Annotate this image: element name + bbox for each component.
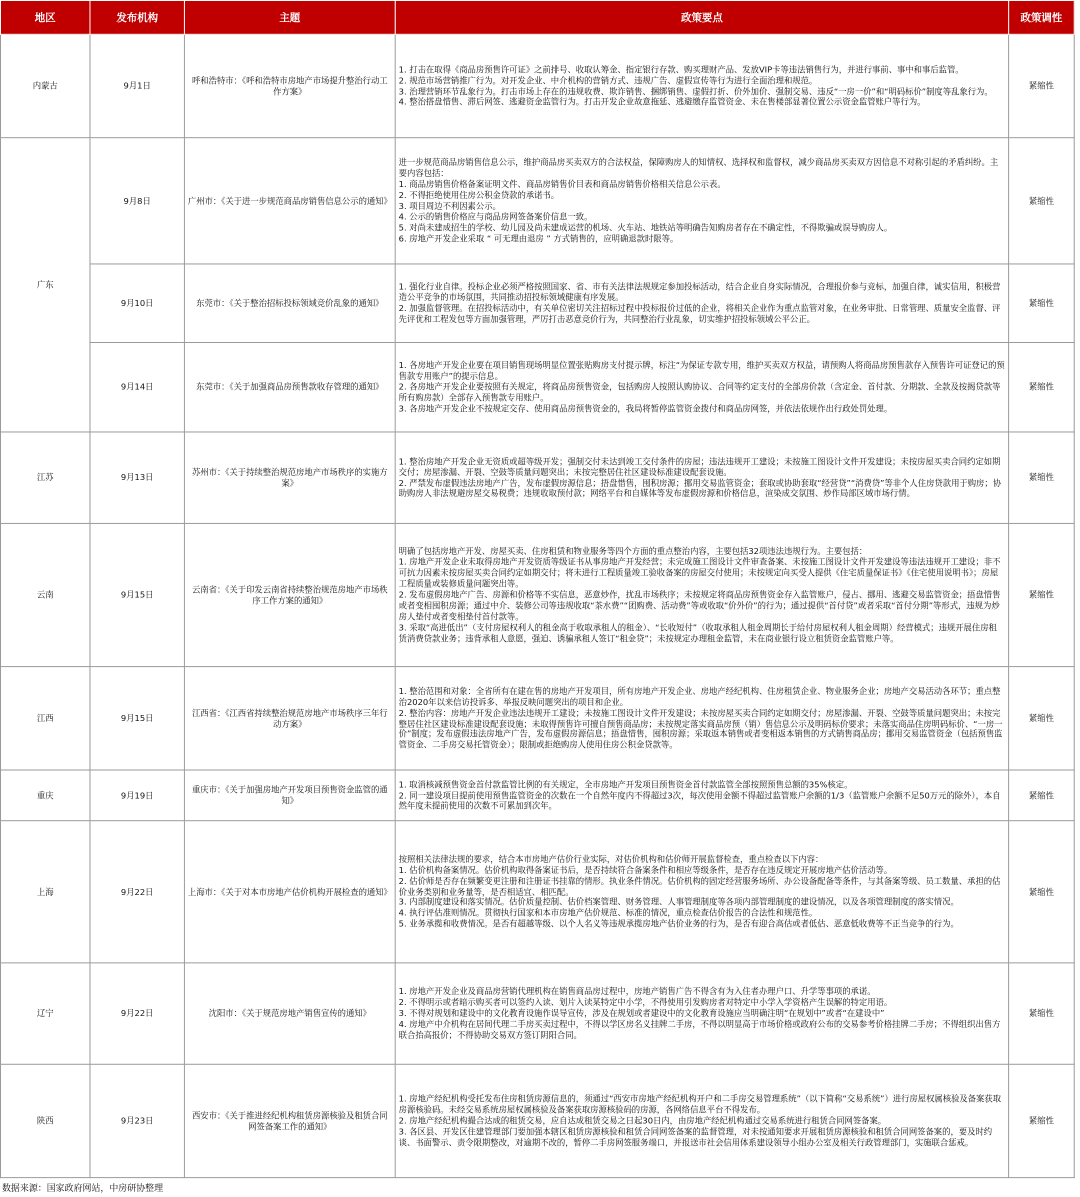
policy-point: 1. 取消核减预售资金首付款监管比例的有关规定，全市房地产开发项目预售资金首付款监管全部按照预售总额的35%核定。 <box>398 779 853 789</box>
policy-point: 5. 对尚未建成招生的学校、幼儿园及尚未建成运营的机场、火车站、地铁站等明确告知购房者存在不确定性，不得欺骗或误导购房人。 <box>398 222 893 233</box>
header-issuer: 发布机构 <box>90 0 184 34</box>
policy-point: 3. 治理营销环节乱象行为。打击市场上存在的违规收费、欺诈销售、捆绑销售、虚假打折、价外加价、强制交易、违反“一房一价”和“明码标价”制度等乱象行为。 <box>398 85 993 96</box>
policy-point: 1. 估价机构备案情况。估价机构取得备案证书后，是否持续符合备案条件和相应等级条件，是否存在违反规定开展房地产估价活动等。 <box>398 864 893 875</box>
policy-point: 2. 不得明示或者暗示购买者可以签约入读、划片入读某特定中小学，不得使用引发购房者对特定中小学入学资格产生误解的特定用语。 <box>398 997 893 1008</box>
key-points-cell <box>395 523 1008 666</box>
policy-point: 1. 房地产经纪机构受托发布住房租赁房源信息的，须通过“西安市房地产经纪机构开户和二手房交易管理系统”（以下简称“交易系统”）进行房屋权属核验及备案获取房源核验码。未经交易系统房屋权属核验及备案获取房源核验码的房源，各网络信息平台不得发布。 <box>398 1093 1002 1115</box>
policy-point: 2. 不得拒绝使用住房公积金贷款的承诺书。 <box>398 189 560 200</box>
policy-point: 1. 整治房地产开发企业无资质或超等级开发；强制交付未达到竣工交付条件的房屋；违法违规开工建设；未按施工图设计文件开发建设；未按房屋买卖合同约定如期交付；房屋渗漏、开裂、空鼓等质量问题突出；未按完整居住社区建设标准建设配套设施。 <box>398 455 1001 477</box>
region-cell: 重庆 <box>0 770 89 821</box>
table-header-row <box>0 0 1074 34</box>
date-cell: 9月8日 <box>90 138 184 264</box>
policy-point: 进一步规范商品房销售信息公示，维护商品房买卖双方的合法权益，保障购房人的知情权、选择权和监督权，减少商品房买卖双方因信息不对称引起的矛盾纠纷。主要内容包括： <box>398 157 999 179</box>
date-cell: 9月22日 <box>90 821 184 963</box>
table-row <box>0 770 1074 821</box>
tone-cell: 紧缩性 <box>1009 963 1075 1064</box>
tone-cell: 紧缩性 <box>1009 667 1075 770</box>
policy-point: 2. 发布虚假房地产广告、房源和价格等不实信息，恶意炒作，扰乱市场秩序；未按规定将商品房预售资金存入监管账户，侵占、挪用、逃避交易监管资金；捂盘惜售或者变相囤积房源；通过中介、装修公司等违规收取“茶水费”“团购费、活动费”等或收取“价外价”的行为；通过提供“首付贷”或者采取“首付分期”等形式，违规为炒房人垫付或者变相垫付首付款等。 <box>398 589 1001 622</box>
theme-cell: 东莞市：《关于加强商品房预售款收存管理的通知》 <box>184 342 395 431</box>
region-cell: 陕西 <box>0 1064 89 1177</box>
tone-cell: 紧缩性 <box>1009 523 1075 666</box>
tone-cell: 紧缩性 <box>1009 342 1075 431</box>
theme-cell: 苏州市：《关于持续整治规范房地产市场秩序的实施方案》 <box>184 432 395 523</box>
date-cell: 9月1日 <box>90 34 184 137</box>
header-region: 地区 <box>0 0 89 34</box>
theme-cell: 重庆市：《关于加强房地产开发项目预售资金监管的通知》 <box>184 770 395 821</box>
date-cell: 9月19日 <box>90 770 184 821</box>
date-cell: 9月23日 <box>90 1064 184 1177</box>
key-points-cell <box>395 1064 1008 1177</box>
policy-point: 1. 商品房销售价格备案证明文件、商品房销售价目表和商品房销售价格相关信息公示表。 <box>398 179 726 190</box>
region-cell: 云南 <box>0 523 89 666</box>
key-points-cell <box>395 963 1008 1064</box>
table-row <box>0 821 1074 963</box>
date-cell: 9月13日 <box>90 432 184 523</box>
policy-point: 明确了包括房地产开发、房屋买卖、住房租赁和物业服务等四个方面的重点整治内容，主要包括32项违法违规行为。主要包括： <box>398 546 868 557</box>
policy-point: 2. 加强监督管理。在招投标活动中，有关单位密切关注招标过程中投标报价过低的企业，将相关企业作为重点监管对象，在业务审批、日常管理、质量安全监督、评先评优和工程发包等方面加强管理，严厉打击恶意竞价行为，共同整治行业乱象，切实维护招投标领域公平公正。 <box>398 303 1001 325</box>
theme-cell: 呼和浩特市：《呼和浩特市房地产市场提升整治行动工作方案》 <box>184 34 395 137</box>
theme-cell: 西安市：《关于推进经纪机构租赁房源核验及租赁合同网签备案工作的通知》 <box>184 1064 395 1177</box>
policy-point: 2. 房地产经纪机构撮合达成的租赁交易，应自达成租赁交易之日起30日内，由房地产经纪机构通过交易系统进行租赁合同网签备案。 <box>398 1115 887 1126</box>
policy-point: 4. 执行评估准则情况。贯彻执行国家和本市房地产估价规范、标准的情况，重点检查估价报告的合法性和规范性。 <box>398 908 818 919</box>
table-row <box>0 342 1074 431</box>
policy-point: 6. 房地产开发企业采取 “ 可无理由退房 ” 方式销售的，应明确退款时限等。 <box>398 233 679 244</box>
tone-cell: 紧缩性 <box>1009 432 1075 523</box>
policy-point: 2. 整治内容：房地产开发企业违法违规开工建设；未按施工图设计文件开发建设；未按房屋买卖合同约定如期交付；房屋渗漏、开裂、空鼓等质量问题突出；未按完整居住社区建设标准建设配套设施；未取得预售许可擅自预售商品房；未按规定落实商品房预（销）售信息公示及明码标价要求；未落实商品住房明码标价、“一房一价”制度；发布虚假违法房地产广告，发布虚假房源信息；捂盘惜售，囤积房源；采取返本销售或者变相返本销售的方式销售商品房；挪用交易监管资金（包括预售监管资金、二手房交易托管资金）；限制或拒绝购房人使用住房公积金贷款等。 <box>398 707 1003 750</box>
region-cell: 辽宁 <box>0 963 89 1064</box>
theme-cell: 江西省：《江西省持续整治规范房地产市场秩序三年行动方案》 <box>184 667 395 770</box>
header-key-points: 政策要点 <box>395 0 1008 34</box>
policy-point: 1. 强化行业自律。投标企业必须严格按照国家、省、市有关法律法规规定参加投标活动，结合企业自身实际情况，合理报价参与竞标，加强自律，诚实信用，积极营造公平竞争的市场氛围，共同推动招投标领域健康有序发展。 <box>398 281 1001 303</box>
policy-point: 2. 严禁发布虚假违法房地产广告，发布虚假房源信息；捂盘惜售，囤积房源；挪用交易监管资金；套取或协助套取“经营贷”“消费贷”等非个人住房贷款用于购房；协助购房人非法规避房屋交易税费；违规收取预付款；网络平台和自媒体等发布虚假房源和价格信息，渲染成交氛围、炒作局部区域市场行情。 <box>398 477 1002 499</box>
policy-point: 1. 房地产开发企业及商品房营销代理机构在销售商品房过程中，房地产销售广告不得含有为入住者办理户口、升学等事项的承诺。 <box>398 986 876 997</box>
policy-point: 2. 估价师是否存在频繁变更注册和注册证书挂靠的情形。执业条件情况。估价机构的固定经营服务场所、办公设备配备等条件，与其备案等级、员工数量、承担的估价业务类别和业务量等，是否相适宜、相匹配。 <box>398 875 1001 897</box>
policy-point: 3. 采取“高进低出”（支付房屋权利人的租金高于收取承租人的租金）、“长收短付”（收取承租人租金周期长于给付房屋权利人租金周期）经营模式；违规开展住房租赁消费贷款业务；违背承租人意愿，强迫、诱骗承租人签订“租金贷”；未按规定办理租金监管，未在商业银行设立租赁资金监管账户等。 <box>398 622 997 643</box>
policy-point: 按照相关法律法规的要求，结合本市房地产估价行业实际，对估价机构和估价师开展监督检查，重点检查以下内容： <box>398 853 824 864</box>
key-points-cell <box>395 138 1008 264</box>
table-row <box>0 432 1074 523</box>
key-points-cell <box>395 432 1008 523</box>
tone-cell: 紧缩性 <box>1009 770 1075 821</box>
theme-cell: 东莞市：《关于整治招标投标领域竞价乱象的通知》 <box>184 264 395 343</box>
table-row <box>0 667 1074 770</box>
key-points-cell <box>395 667 1008 770</box>
date-cell: 9月14日 <box>90 342 184 431</box>
date-cell: 9月10日 <box>90 264 184 343</box>
region-cell: 广东 <box>0 138 89 432</box>
table-row <box>0 138 1074 264</box>
header-theme: 主题 <box>184 0 395 34</box>
theme-cell: 云南省：《关于印发云南省持续整治规范房地产市场秩序工作方案的通知》 <box>184 523 395 666</box>
tone-cell: 紧缩性 <box>1009 138 1075 264</box>
region-cell: 上海 <box>0 821 89 963</box>
policy-point: 4. 公示的销售价格应与商品房网签备案价信息一致。 <box>398 211 593 222</box>
policy-point: 3. 各房地产开发企业不按规定交存、使用商品房预售资金的，我局将暂停监管资金拨付和商品房网签，并依法依规作出行政处罚处理。 <box>398 403 893 414</box>
key-points-cell <box>395 342 1008 431</box>
key-points-cell <box>395 264 1008 343</box>
policy-point: 3. 项目周边不利因素公示。 <box>398 200 501 211</box>
policy-point: 2. 各房地产开发企业要按照有关规定，将商品房预售资金，包括购房人按照认购协议、合同等约定支付的全部房价款（含定金、首付款、分期款、全款及按揭贷款等所有购房款）全部存入预售款专用账户。 <box>398 381 1001 403</box>
tone-cell: 紧缩性 <box>1009 821 1075 963</box>
policy-point: 2. 规范市场营销推广行为。对开发企业、中介机构的营销方式、违规广告、虚假宣传等行为进行全面治理和规范。 <box>398 75 818 86</box>
tone-cell: 紧缩性 <box>1009 264 1075 343</box>
policy-point: 1. 整治范围和对象：全省所有在建在售的房地产开发项目，所有房地产开发企业、房地产经纪机构、住房租赁企业、物业服务企业；房地产交易活动各环节；重点整治2020年以来信访投诉多、举报反映问题突出的项目和企业。 <box>398 685 1001 707</box>
table-row <box>0 523 1074 666</box>
policy-point: 1. 各房地产开发企业要在项目销售现场明显位置张贴购房支付提示牌，标注“为保证专款专用，维护买卖双方权益，请预购人将商品房预售款存入预售许可证登记的预售款专用账户”的提示信息。 <box>398 360 1005 381</box>
region-cell: 江苏 <box>0 432 89 523</box>
policy-point: 2. 同一建设项目提前使用预售监管资金的次数在一个自然年度内不得超过3次，每次使用金额不得超过监管账户余额的1/3（监管账户余额不足50万元的除外），本自然年度未提前使用的次数不可累加到次年。 <box>398 789 1001 811</box>
policy-point: 1. 打击在取得《商品房预售许可证》之前排号、收取认筹金、指定银行存款、购买理财产品、发放VIP卡等违法销售行为，并进行事前、事中和事后监管。 <box>398 64 964 75</box>
table-row <box>0 34 1074 137</box>
policy-point: 4. 房地产中介机构在居间代理二手房买卖过程中，不得以学区房名义挂牌二手房，不得以明显高于市场价格或政府公布的交易参考价格挂牌二手房；不得组织出售方联合抬高报价；不得协助交易双方签订阴阳合同。 <box>398 1018 1001 1040</box>
date-cell: 9月15日 <box>90 667 184 770</box>
policy-point: 3. 不得对规划和建设中的文化教育设施作误导宣传，涉及在规划或者建设中的文化教育设施应当明确注明“在规划中”或者“在建设中” <box>398 1008 885 1019</box>
key-points-cell <box>395 34 1008 137</box>
theme-cell: 上海市：《关于对本市房地产估价机构开展检查的通知》 <box>184 821 395 963</box>
tone-cell: 紧缩性 <box>1009 1064 1075 1177</box>
table-row <box>0 963 1074 1064</box>
date-cell: 9月22日 <box>90 963 184 1064</box>
tone-cell: 紧缩性 <box>1009 34 1075 137</box>
source-note: 数据来源：国家政府网站，中房研协整理 <box>1 1184 164 1195</box>
policy-point: 4. 整治搭盘惜售、滞后网签、逃避资金监管行为。打击开发企业故意拖延、逃避缴存监管资金、未在售楼部显著位置公示资金监管账户等行为。 <box>398 96 926 107</box>
policy-point: 3. 各区县、开发区住建管理部门要加强本辖区租赁房源核验和租赁合同网签备案的监督管理，对未按通知要求开展租赁房源核验和租赁合同网签备案的，要及时约谈、书面警示、责令限期整改，对逾期不改的，暂停二手房网签服务端口，并报送市社会信用体系建设领导小组办公室及相关行政管理部门，实施联合惩戒。 <box>398 1126 993 1148</box>
key-points-cell <box>395 770 1008 821</box>
policy-point: 5. 业务承揽和收费情况。是否有超越等级、以个人名义等违规承揽房地产估价业务的行为，是否有迎合高估或者低估、恶意低收费等不正当竞争的行为。 <box>398 918 959 929</box>
header-tone: 政策调性 <box>1009 0 1075 34</box>
region-cell: 江西 <box>0 667 89 770</box>
table-row <box>0 1064 1074 1177</box>
theme-cell: 沈阳市：《关于规范房地产销售宣传的通知》 <box>184 963 395 1064</box>
region-cell: 内蒙古 <box>0 34 89 137</box>
key-points-cell <box>395 821 1008 963</box>
table-row <box>0 264 1074 343</box>
policy-point: 3. 内部制度建设和落实情况。估价质量控制、估价档案管理、财务管理、人事管理制度等各项内部管理制度的建设情况，以及各项管理制度的落实情况。 <box>398 897 959 908</box>
date-cell: 9月15日 <box>90 523 184 666</box>
theme-cell: 广州市：《关于进一步规范商品房销售信息公示的通知》 <box>184 138 395 264</box>
policy-point: 1. 房地产开发企业未取得房地产开发资质等级证书从事房地产开发经营；未完成施工图设计文件审查备案、未按施工图设计文件开发建设等违法违规开工建设；非不可抗力因素未按房屋买卖合同约定如期交付；将未进行工程质量竣工验收备案的房屋交付使用；未按规定向买受人提供《住宅质量保证书》《住宅使用说明书》；房屋工程质量或装修质量问题突出等。 <box>398 557 1001 589</box>
